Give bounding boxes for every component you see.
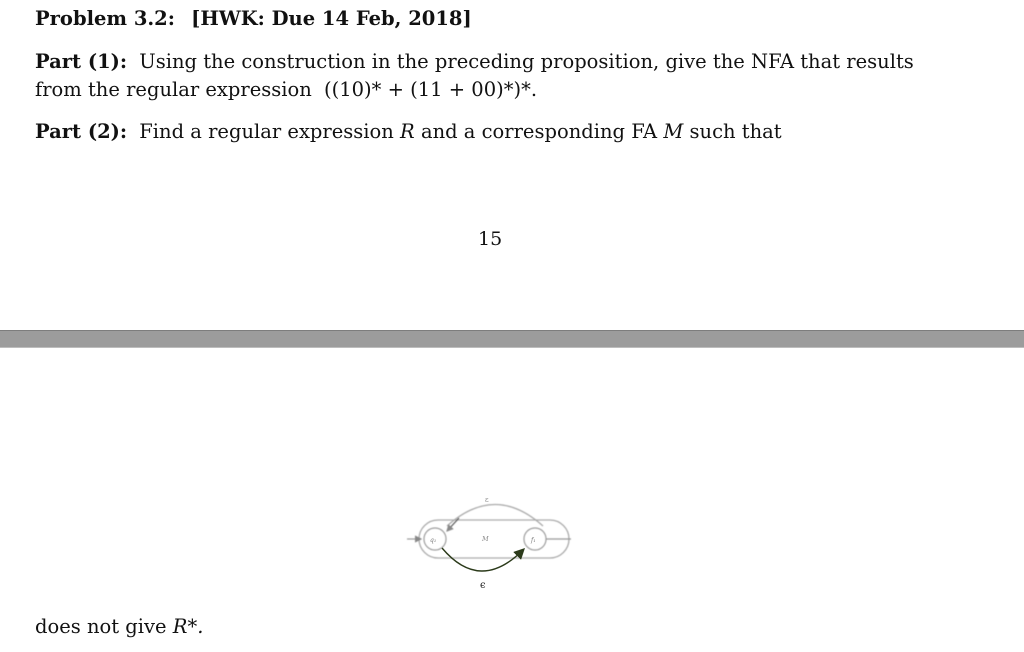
part2-line — [35, 119, 782, 145]
top-epsilon-arc — [447, 505, 543, 527]
regex-expression: ((10)* + (11 + 00)*)*. — [324, 78, 538, 101]
start-state-label: q₁ — [430, 537, 437, 544]
top-epsilon-label: ε — [485, 496, 489, 504]
bottom-epsilon-label: ϵ — [480, 580, 486, 591]
problem-heading: Problem 3.2: — [35, 7, 175, 30]
part1-line1 — [35, 49, 914, 75]
R-star: R*. — [172, 615, 204, 638]
hwk-due: [HWK: Due 14 Feb, 2018] — [191, 7, 472, 30]
bottom-epsilon-arrow — [442, 548, 523, 571]
regex-R: R — [400, 120, 415, 143]
part1-text: Using the construction in the preceding proposition, give the NFA that results — [139, 50, 914, 73]
fa-M: M — [663, 120, 684, 143]
part1-label: Part (1): — [35, 50, 128, 73]
problem-heading-line — [35, 6, 472, 32]
part2-text-a: Find a regular expression — [139, 120, 394, 143]
part1-text2: from the regular expression — [35, 78, 312, 101]
part2-text-c: such that — [689, 120, 782, 143]
machine-label: M — [482, 535, 489, 543]
page-break-bar — [0, 330, 1024, 348]
continuation-text: does not give — [35, 615, 167, 638]
page-number: 15 — [478, 228, 503, 250]
final-state-label: f₁ — [531, 537, 536, 544]
nfa-diagram — [405, 488, 585, 593]
part2-text-b: and a corresponding FA — [420, 120, 658, 143]
part1-line2 — [35, 77, 537, 103]
part2-label: Part (2): — [35, 120, 128, 143]
continuation-line — [35, 614, 203, 640]
